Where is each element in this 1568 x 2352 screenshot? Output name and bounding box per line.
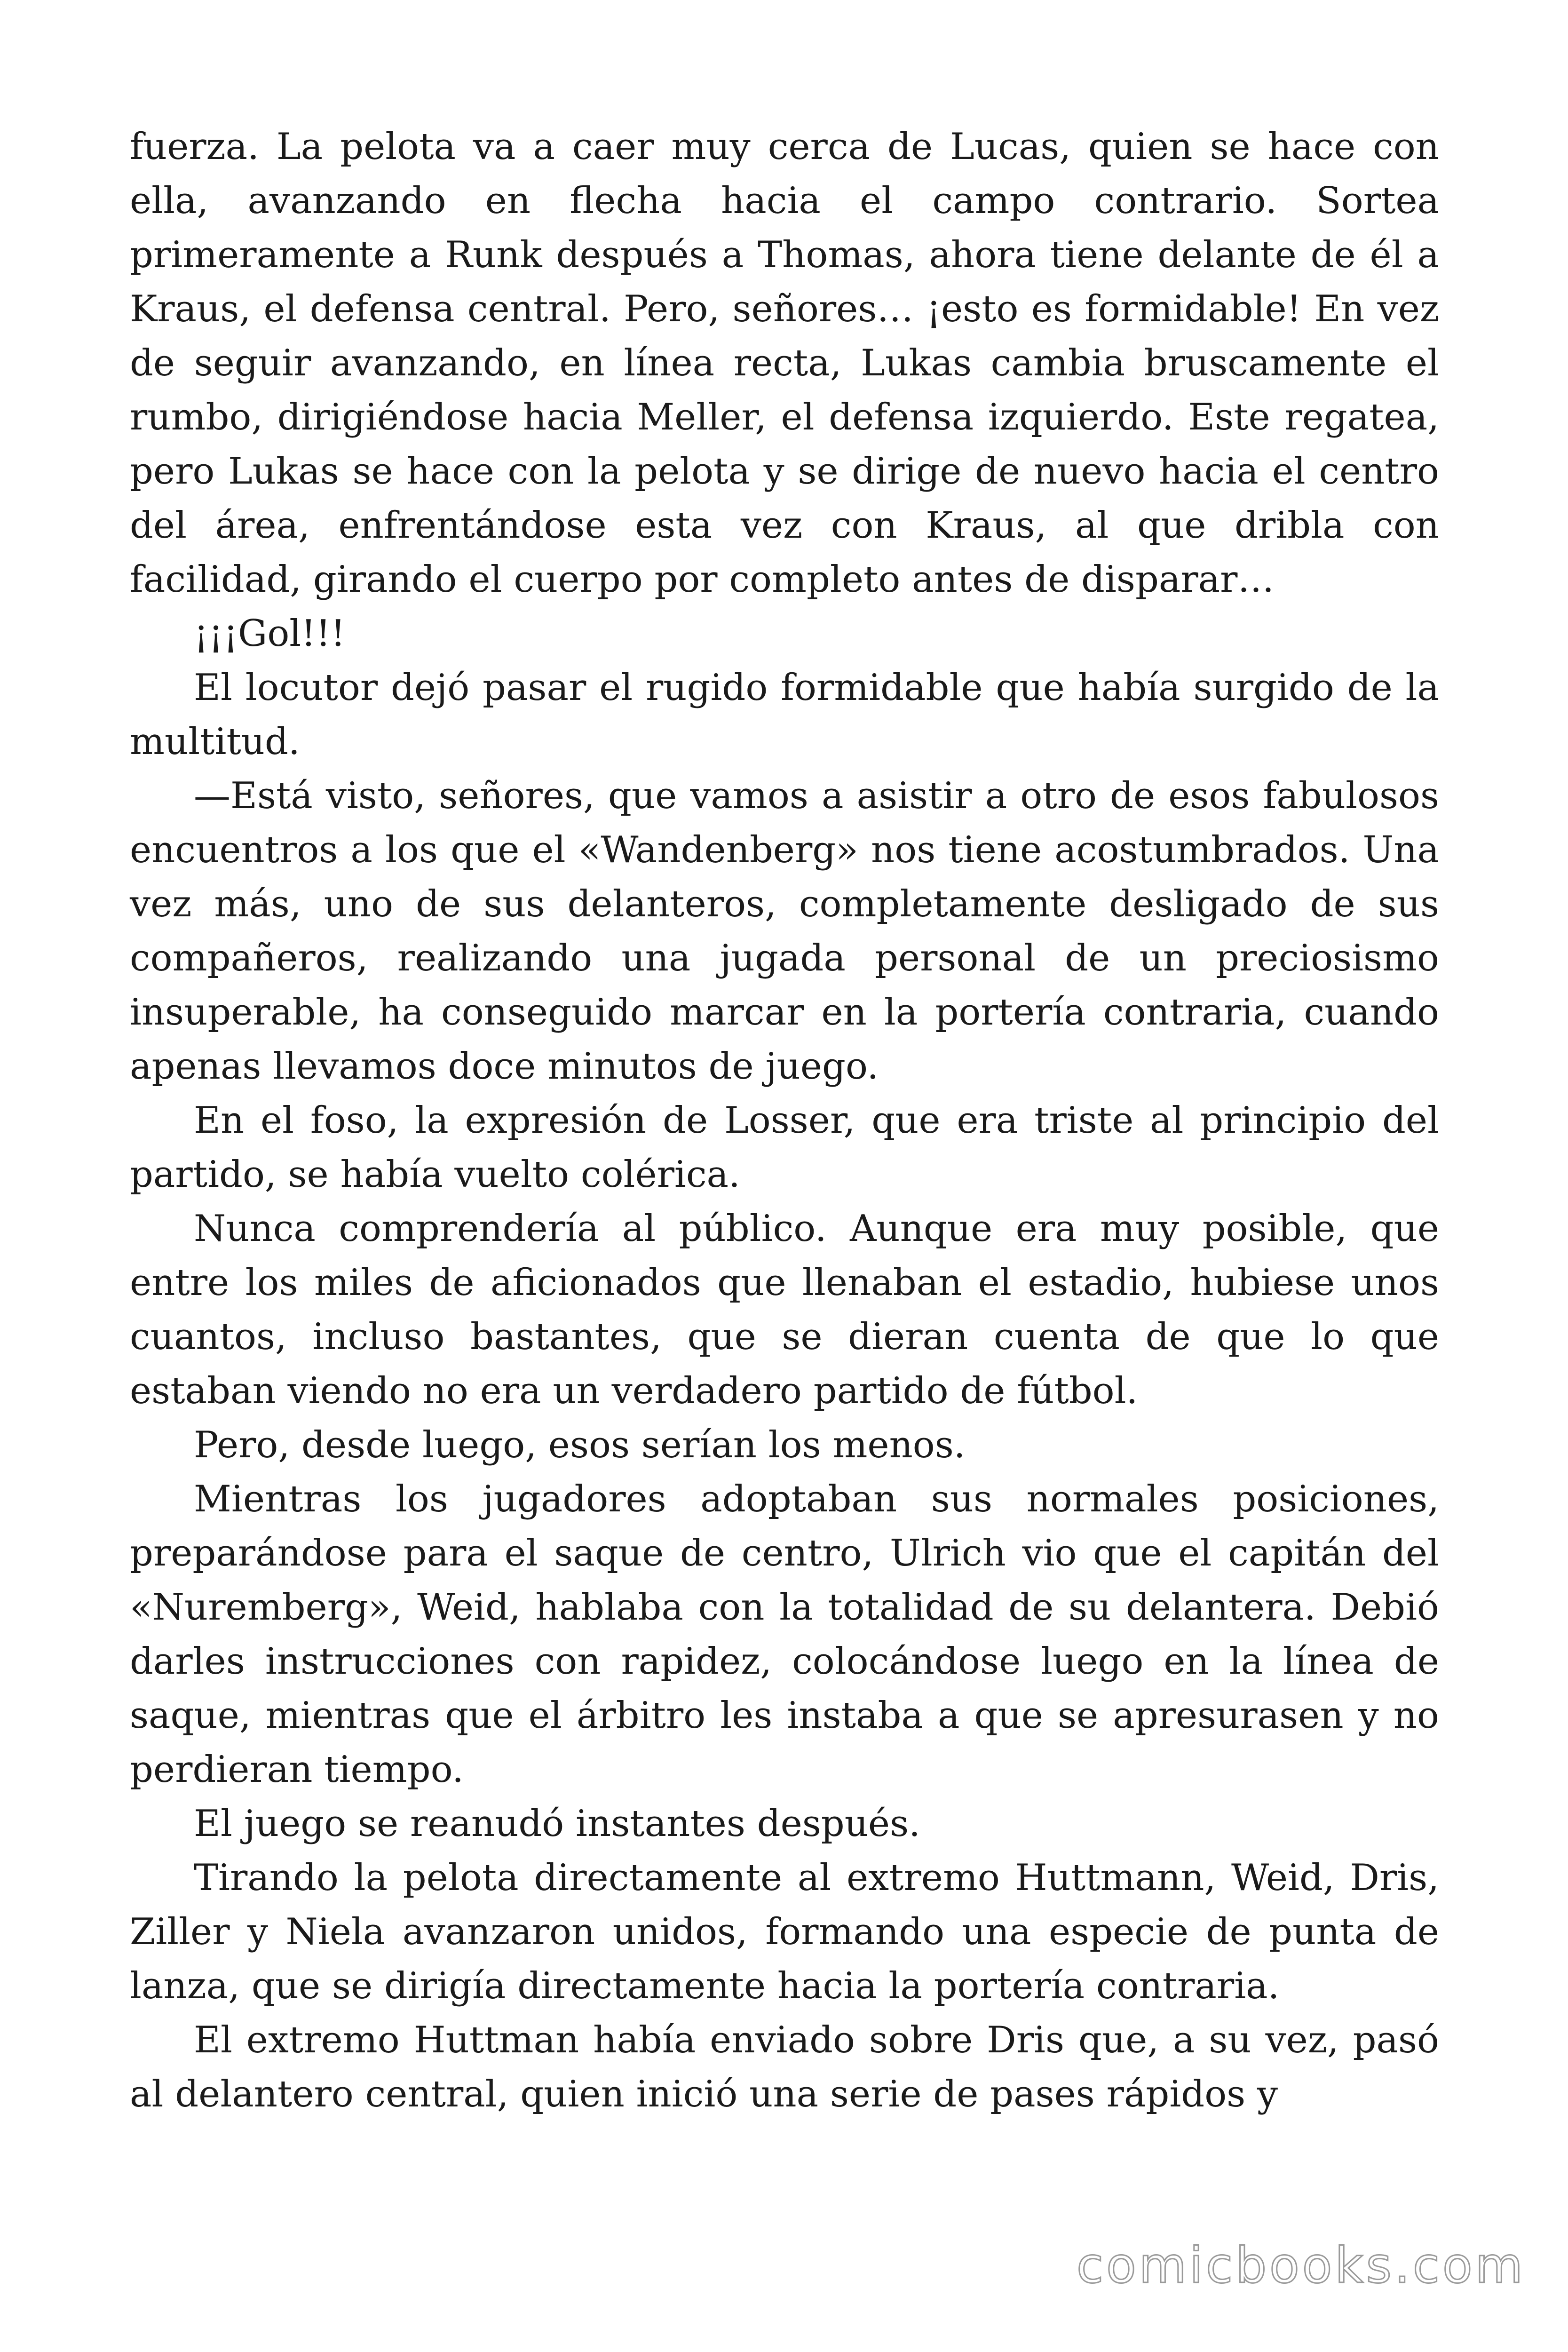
paragraph-7: Pero, desde luego, esos serían los menos.	[194, 1424, 966, 1466]
book-page-text	[130, 120, 1439, 2122]
paragraph-5: En el foso, la expresión de Losser, que era triste al principio del partido, se había vuelto colérica.	[130, 1099, 1439, 1196]
paragraph-9: El juego se reanudó instantes después.	[194, 1803, 920, 1845]
paragraph-3: El locutor dejó pasar el rugido formidable que había surgido de la multitud.	[130, 667, 1439, 763]
paragraph-4: —Está visto, señores, que vamos a asistir a otro de esos fabulosos encuentros a los que el «Wandenberg» nos tiene acostumbrados. Una vez más, uno de sus delanteros, completamente desligado de sus compañeros, realizando una jugada personal de un preciosismo insuperable, ha conseguido marcar en la portería contraria, cuando apenas llevamos doce minutos de juego.	[130, 775, 1439, 1088]
paragraph-6: Nunca comprendería al público. Aunque era muy posible, que entre los miles de aficionados que llenaban el estadio, hubiese unos cuantos, incluso bastantes, que se dieran cuenta de que lo que estaban viendo no era un verdadero partido de fútbol.	[130, 1208, 1439, 1412]
paragraph-8: Mientras los jugadores adoptaban sus normales posiciones, preparándose para el saque de centro, Ulrich vio que el capitán del «Nuremberg», Weid, hablaba con la totalidad de su delantera. Debió darles instrucciones con rapidez, colocándose luego en la línea de saque, mientras que el árbitro les instaba a que se apresurasen y no perdieran tiempo.	[130, 1478, 1439, 1791]
paragraph-1: fuerza. La pelota va a caer muy cerca de Lucas, quien se hace con ella, avanzando en flecha hacia el campo contrario. Sortea primeramente a Runk después a Thomas, ahora tiene delante de él a Kraus, el defensa central. Pero, señores… ¡esto es formidable! En vez de seguir avanzando, en línea recta, Lukas cambia bruscamente el rumbo, dirigiéndose hacia Meller, el defensa izquierdo. Este regatea, pero Lukas se hace con la pelota y se dirige de nuevo hacia el centro del área, enfrentándose esta vez con Kraus, al que dribla con facilidad, girando el cuerpo por completo antes de disparar…	[130, 126, 1439, 601]
paragraph-10: Tirando la pelota directamente al extremo Huttmann, Weid, Dris, Ziller y Niela avanzaron unidos, formando una especie de punta de lanza, que se dirigía directamente hacia la portería contraria.	[130, 1857, 1439, 2007]
paragraph-2: ¡¡¡Gol!!!	[194, 612, 346, 655]
watermark-text: comicbooks.com	[1076, 2237, 1526, 2294]
paragraph-11: El extremo Huttman había enviado sobre Dris que, a su vez, pasó al delantero central, quien inició una serie de pases rápidos y	[130, 2019, 1439, 2115]
